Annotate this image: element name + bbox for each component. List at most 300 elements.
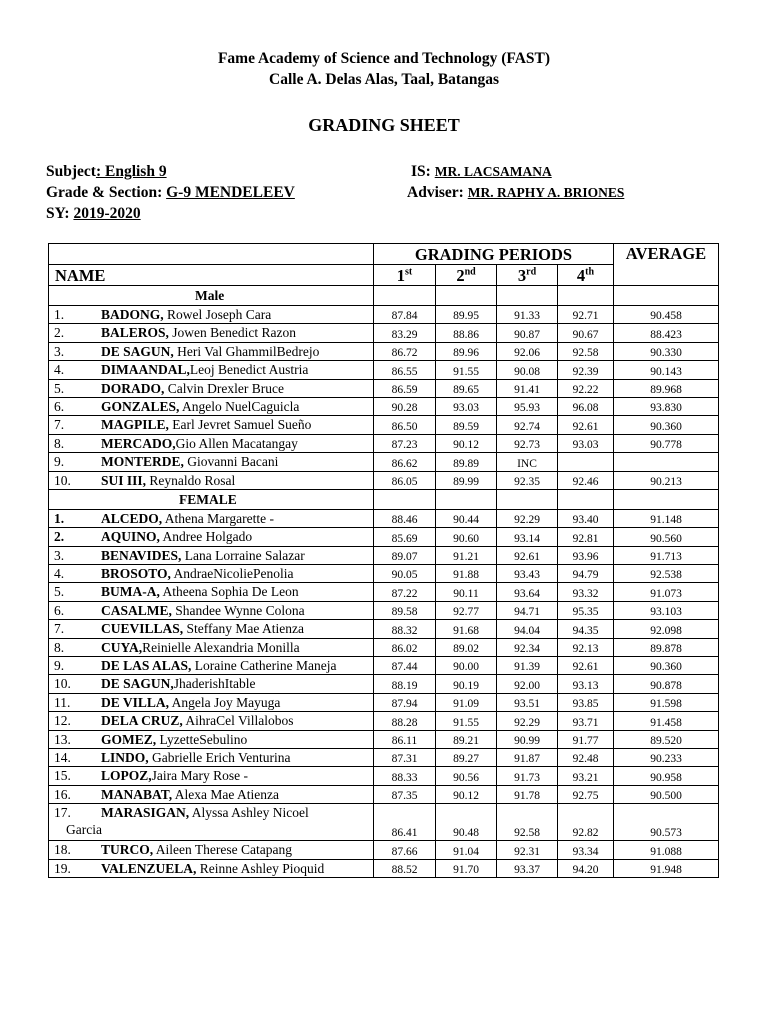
grade-q4-cell: 92.22 — [558, 379, 614, 397]
student-given-name: Gabrielle Erich Venturina — [148, 749, 291, 765]
average-grade-cell: 91.458 — [614, 712, 719, 730]
student-row — [49, 657, 719, 675]
student-name-continuation: Garcia — [66, 822, 102, 838]
grade-q1-cell: 83.29 — [374, 324, 436, 342]
student-name-cell — [49, 565, 374, 583]
male-section-label: Male — [49, 286, 374, 306]
grade-q1-cell: 89.07 — [374, 546, 436, 564]
is-label: IS: — [411, 163, 435, 180]
empty-cell — [436, 286, 497, 306]
grade-q1-cell: 86.50 — [374, 416, 436, 434]
average-grade-cell: 90.360 — [614, 416, 719, 434]
grade-q3-cell: 91.39 — [497, 657, 558, 675]
grade-q1-cell: 86.59 — [374, 379, 436, 397]
student-given-name: Alexa Mae Atienza — [172, 786, 279, 802]
grade-q2-cell: 90.60 — [436, 528, 497, 546]
grade-q2-cell: 90.00 — [436, 657, 497, 675]
grade-q1-cell: 87.44 — [374, 657, 436, 675]
sy-value: 2019-2020 — [73, 205, 141, 222]
student-name-cell — [49, 712, 374, 730]
average-grade-cell: 93.103 — [614, 601, 719, 619]
grade-q2-cell: 91.04 — [436, 841, 497, 859]
student-row — [49, 306, 719, 324]
student-name-cell — [49, 397, 374, 415]
grade-q4-cell: 92.39 — [558, 361, 614, 379]
student-given-name: Andree Holgado — [159, 529, 253, 545]
average-grade-cell: 90.958 — [614, 767, 719, 785]
adviser-value: MR. RAPHY A. BRIONES — [467, 185, 625, 200]
student-surname: CASALME, — [101, 602, 172, 618]
average-grade-cell: 89.520 — [614, 730, 719, 748]
student-given-name: Reinne Ashley Pioquid — [196, 860, 325, 876]
empty-cell — [374, 286, 436, 306]
student-row — [49, 693, 719, 711]
student-row — [49, 509, 719, 527]
student-surname: ALCEDO, — [101, 510, 163, 526]
row-number: 1. — [54, 307, 65, 322]
grade-q4-cell: 90.67 — [558, 324, 614, 342]
student-name-cell — [49, 657, 374, 675]
row-number: 6. — [54, 602, 65, 618]
grade-q4-cell: 96.08 — [558, 397, 614, 415]
average-grade-cell: 89.878 — [614, 638, 719, 656]
grade-q2-cell: 89.59 — [436, 416, 497, 434]
school-name: Fame Academy of Science and Technology (FAST) — [217, 50, 551, 67]
student-given-name: Calvin Drexler Bruce — [164, 380, 284, 396]
average-grade-cell: 90.143 — [614, 361, 719, 379]
adviser-label: Adviser: — [407, 184, 468, 201]
average-grade-cell: 90.878 — [614, 675, 719, 693]
row-number: 12. — [54, 713, 71, 729]
student-row — [49, 675, 719, 693]
student-given-name: Giovanni Bacani — [183, 454, 279, 470]
student-row — [49, 804, 719, 841]
grade-q1-cell: 86.62 — [374, 453, 436, 471]
student-given-name: AihraCel Villalobos — [182, 713, 294, 729]
student-name-cell — [49, 324, 374, 342]
female-section-row — [49, 489, 719, 509]
sy-label: SY: — [46, 205, 74, 222]
student-row — [49, 453, 719, 471]
empty-cell — [497, 286, 558, 306]
average-grade-cell: 91.948 — [614, 859, 719, 877]
row-number: 1. — [54, 510, 65, 526]
student-row — [49, 583, 719, 601]
grade-q2-cell: 89.95 — [436, 306, 497, 324]
grade-q1-cell: 86.05 — [374, 471, 436, 489]
empty-cell — [558, 286, 614, 306]
student-row — [49, 638, 719, 656]
average-grade-cell: 93.830 — [614, 397, 719, 415]
school-year-line — [46, 204, 141, 223]
grade-q4-cell: 94.20 — [558, 859, 614, 877]
student-name-cell — [49, 509, 374, 527]
average-grade-cell: 91.713 — [614, 546, 719, 564]
row-number: 3. — [54, 343, 65, 359]
row-number: 6. — [54, 398, 65, 414]
row-number: 3. — [54, 547, 65, 563]
row-number: 10. — [54, 472, 71, 488]
grade-q3-cell: 92.06 — [497, 342, 558, 360]
grade-q1-cell: 86.72 — [374, 342, 436, 360]
grade-q3-cell: 92.34 — [497, 638, 558, 656]
student-row — [49, 416, 719, 434]
grade-q4-cell: 92.71 — [558, 306, 614, 324]
student-given-name: Angela Joy Mayuga — [169, 694, 281, 710]
average-grade-cell: 90.778 — [614, 434, 719, 452]
instructor-line — [411, 162, 552, 181]
average-grade-cell: 90.330 — [614, 342, 719, 360]
student-surname: MARASIGAN, — [101, 805, 190, 821]
student-name-cell — [49, 601, 374, 619]
period-1-header: 1st — [374, 265, 436, 286]
average-grade-cell: 90.573 — [614, 804, 719, 841]
row-number: 4. — [54, 566, 65, 582]
student-name-cell — [49, 342, 374, 360]
grade-q3-cell: 92.29 — [497, 509, 558, 527]
period-2-header: 2nd — [436, 265, 497, 286]
student-surname: DIMAANDAL, — [101, 362, 190, 378]
student-name-cell — [49, 453, 374, 471]
student-given-name: JhaderishItable — [173, 676, 256, 692]
grade-q4-cell: 93.03 — [558, 434, 614, 452]
student-given-name: Alyssa Ashley Nicoel — [189, 805, 309, 821]
grade-q3-cell: 95.93 — [497, 397, 558, 415]
grade-q1-cell: 87.35 — [374, 785, 436, 803]
student-row — [49, 859, 719, 877]
average-grade-cell: 90.213 — [614, 471, 719, 489]
grade-q3-cell: 91.41 — [497, 379, 558, 397]
student-row — [49, 342, 719, 360]
student-surname: CUEVILLAS, — [101, 621, 184, 637]
grade-q4-cell: 92.46 — [558, 471, 614, 489]
grade-q1-cell: 87.94 — [374, 693, 436, 711]
row-number: 13. — [54, 731, 71, 747]
student-name-cell — [49, 583, 374, 601]
student-given-name: Athena Margarette - — [162, 510, 274, 526]
student-name-cell — [49, 306, 374, 324]
is-value: MR. LACSAMANA — [434, 164, 552, 179]
empty-cell — [614, 286, 719, 306]
average-grade-cell: 91.073 — [614, 583, 719, 601]
row-number: 9. — [54, 454, 65, 470]
grade-q1-cell: 88.33 — [374, 767, 436, 785]
student-surname: GONZALES, — [101, 398, 180, 414]
student-given-name: Lana Lorraine Salazar — [181, 547, 305, 563]
row-number: 5. — [54, 584, 65, 600]
average-grade-cell: 91.148 — [614, 509, 719, 527]
grade-q3-cell: 91.73 — [497, 767, 558, 785]
row-number: 7. — [54, 621, 65, 637]
grade-q1-cell: 87.22 — [374, 583, 436, 601]
grade-q3-cell: 90.87 — [497, 324, 558, 342]
grade-q3-cell: 90.08 — [497, 361, 558, 379]
grade-q4-cell: 92.61 — [558, 657, 614, 675]
student-row — [49, 528, 719, 546]
empty-cell — [374, 489, 436, 509]
grade-q4-cell: 92.75 — [558, 785, 614, 803]
grade-q2-cell: 89.21 — [436, 730, 497, 748]
empty-cell — [436, 489, 497, 509]
grade-value: G-9 MENDELEEV — [166, 184, 295, 201]
student-name-cell — [49, 804, 374, 841]
student-surname: CUYA, — [101, 639, 143, 655]
row-number: 4. — [54, 362, 65, 378]
subject-value: : English 9 — [95, 163, 167, 180]
student-surname: BALEROS, — [101, 325, 169, 341]
grade-q2-cell: 90.44 — [436, 509, 497, 527]
grade-q4-cell: 92.81 — [558, 528, 614, 546]
student-given-name: Rowel Joseph Cara — [163, 307, 272, 322]
empty-cell — [497, 489, 558, 509]
grades-table — [48, 243, 719, 878]
grade-q3-cell: 92.00 — [497, 675, 558, 693]
student-surname: SUI III, — [101, 472, 147, 488]
grade-q4-cell: 93.32 — [558, 583, 614, 601]
name-header: NAME — [49, 265, 374, 286]
grade-q2-cell: 93.03 — [436, 397, 497, 415]
sheet-title: GRADING SHEET — [308, 115, 460, 135]
grade-q4-cell: 95.35 — [558, 601, 614, 619]
grade-q2-cell: 90.56 — [436, 767, 497, 785]
student-row — [49, 601, 719, 619]
grade-q2-cell: 89.27 — [436, 748, 497, 766]
student-name-cell — [49, 620, 374, 638]
student-given-name: Reynaldo Rosal — [146, 472, 236, 488]
grade-q3-cell: 93.64 — [497, 583, 558, 601]
grade-q4-cell: 92.58 — [558, 342, 614, 360]
student-name-cell — [49, 859, 374, 877]
student-row — [49, 767, 719, 785]
student-given-name: Leoj Benedict Austria — [189, 362, 309, 378]
student-surname: AQUINO, — [101, 529, 160, 545]
student-given-name: Aileen Therese Catapang — [153, 842, 292, 858]
grade-q3-cell: 92.74 — [497, 416, 558, 434]
row-number: 14. — [54, 749, 71, 765]
grade-q2-cell: 88.86 — [436, 324, 497, 342]
empty-cell — [614, 489, 719, 509]
grade-q1-cell: 87.66 — [374, 841, 436, 859]
grade-q1-cell: 88.28 — [374, 712, 436, 730]
grade-q2-cell: 91.55 — [436, 712, 497, 730]
grade-q2-cell: 89.96 — [436, 342, 497, 360]
row-number: 19. — [54, 860, 71, 876]
average-grade-cell: 90.560 — [614, 528, 719, 546]
student-surname: GOMEZ, — [101, 731, 157, 747]
grade-q4-cell: 93.34 — [558, 841, 614, 859]
grade-q4-cell: 92.13 — [558, 638, 614, 656]
row-number: 18. — [54, 842, 71, 858]
grade-q3-cell: 92.35 — [497, 471, 558, 489]
row-number: 8. — [54, 435, 65, 451]
grade-q2-cell: 90.12 — [436, 785, 497, 803]
student-name-cell — [49, 416, 374, 434]
grade-q4-cell: 93.96 — [558, 546, 614, 564]
grade-q2-cell: 89.89 — [436, 453, 497, 471]
student-surname: BROSOTO, — [101, 566, 171, 582]
student-surname: DE LAS ALAS, — [101, 658, 192, 674]
male-section-row — [49, 286, 719, 306]
grade-q3-cell: 93.37 — [497, 859, 558, 877]
grade-q4-cell: 92.82 — [558, 804, 614, 841]
grade-q1-cell: 88.32 — [374, 620, 436, 638]
student-row — [49, 434, 719, 452]
average-header: AVERAGE — [614, 244, 719, 286]
grade-q4-cell: 92.61 — [558, 416, 614, 434]
student-given-name: Angelo NuelCaguicla — [179, 398, 300, 414]
average-grade-cell: 92.538 — [614, 565, 719, 583]
grade-label: Grade & Section: — [46, 184, 167, 201]
student-given-name: AndraeNicoliePenolia — [170, 566, 294, 582]
grade-q3-cell: 94.71 — [497, 601, 558, 619]
average-grade-cell: 92.098 — [614, 620, 719, 638]
average-grade-cell: 90.500 — [614, 785, 719, 803]
student-row — [49, 379, 719, 397]
grade-q3-cell: 91.87 — [497, 748, 558, 766]
student-name-cell — [49, 638, 374, 656]
student-row — [49, 565, 719, 583]
grade-q1-cell: 88.52 — [374, 859, 436, 877]
grade-q1-cell: 90.28 — [374, 397, 436, 415]
grade-q1-cell: 88.46 — [374, 509, 436, 527]
student-given-name: Earl Jevret Samuel Sueño — [168, 417, 312, 433]
student-name-cell — [49, 693, 374, 711]
student-row — [49, 361, 719, 379]
row-number: 16. — [54, 786, 71, 802]
student-row — [49, 620, 719, 638]
grade-q1-cell: 88.19 — [374, 675, 436, 693]
grade-q3-cell: 93.51 — [497, 693, 558, 711]
grade-q4-cell: 93.85 — [558, 693, 614, 711]
student-surname: VALENZUELA, — [101, 860, 197, 876]
grade-q4-cell: 93.13 — [558, 675, 614, 693]
average-grade-cell: 88.423 — [614, 324, 719, 342]
student-given-name: Shandee Wynne Colona — [171, 602, 305, 618]
grade-q2-cell: 90.12 — [436, 434, 497, 452]
grade-q3-cell: 91.33 — [497, 306, 558, 324]
grade-q4-cell: 94.79 — [558, 565, 614, 583]
row-number: 17. — [54, 805, 71, 821]
student-row — [49, 841, 719, 859]
row-number: 7. — [54, 417, 65, 433]
student-given-name: LyzetteSebulino — [156, 731, 248, 747]
student-name-cell — [49, 675, 374, 693]
student-name-cell — [49, 434, 374, 452]
student-surname: DE VILLA, — [101, 694, 170, 710]
grade-q4-cell: 94.35 — [558, 620, 614, 638]
student-given-name: Jowen Benedict Razon — [168, 325, 296, 341]
student-surname: DORADO, — [101, 380, 165, 396]
student-given-name: Heri Val GhammilBedrejo — [173, 343, 320, 359]
grade-q4-cell: 93.21 — [558, 767, 614, 785]
row-number: 11. — [54, 694, 71, 710]
student-name-cell — [49, 785, 374, 803]
grade-q3-cell: 93.14 — [497, 528, 558, 546]
student-given-name: Gio Allen Macatangay — [175, 435, 298, 451]
row-number: 15. — [54, 768, 71, 784]
empty-cell — [558, 489, 614, 509]
student-name-cell — [49, 528, 374, 546]
row-number: 5. — [54, 380, 65, 396]
grade-q2-cell: 92.77 — [436, 601, 497, 619]
average-grade-cell — [614, 453, 719, 471]
student-row — [49, 471, 719, 489]
student-given-name: Jaira Mary Rose - — [151, 768, 248, 784]
grade-q2-cell: 91.88 — [436, 565, 497, 583]
row-number: 8. — [54, 639, 65, 655]
student-surname: MAGPILE, — [101, 417, 169, 433]
grade-q3-cell: 93.43 — [497, 565, 558, 583]
grade-q3-cell: 92.31 — [497, 841, 558, 859]
grade-q3-cell: INC — [497, 453, 558, 471]
student-name-cell — [49, 379, 374, 397]
grade-q2-cell: 89.65 — [436, 379, 497, 397]
student-given-name: Loraine Catherine Maneja — [191, 658, 337, 674]
grade-q3-cell: 92.29 — [497, 712, 558, 730]
student-name-cell — [49, 546, 374, 564]
grade-q1-cell: 86.11 — [374, 730, 436, 748]
average-grade-cell: 91.598 — [614, 693, 719, 711]
grade-q3-cell: 90.99 — [497, 730, 558, 748]
grade-q2-cell: 90.19 — [436, 675, 497, 693]
grading-periods-header: GRADING PERIODS — [374, 244, 614, 265]
grade-q2-cell: 91.70 — [436, 859, 497, 877]
grade-q2-cell: 91.55 — [436, 361, 497, 379]
student-surname: MONTERDE, — [101, 454, 184, 470]
student-given-name: Steffany Mae Atienza — [183, 621, 304, 637]
row-number: 10. — [54, 676, 71, 692]
row-number: 9. — [54, 658, 65, 674]
adviser-line — [407, 183, 624, 202]
grade-q4-cell: 92.48 — [558, 748, 614, 766]
grade-q1-cell: 86.55 — [374, 361, 436, 379]
grade-q1-cell: 87.23 — [374, 434, 436, 452]
student-surname: BADONG, — [101, 307, 164, 322]
student-surname: BENAVIDES, — [101, 547, 182, 563]
student-surname: BUMA-A, — [101, 584, 160, 600]
row-number: 2. — [54, 529, 65, 545]
grade-q1-cell: 86.02 — [374, 638, 436, 656]
student-surname: DE SAGUN, — [101, 676, 174, 692]
period-3-header: 3rd — [497, 265, 558, 286]
grade-section-line — [46, 183, 295, 202]
student-row — [49, 785, 719, 803]
student-row — [49, 324, 719, 342]
grade-q3-cell: 92.61 — [497, 546, 558, 564]
student-name-cell — [49, 841, 374, 859]
female-section-label: FEMALE — [49, 489, 374, 509]
student-name-cell — [49, 748, 374, 766]
student-surname: MANABAT, — [101, 786, 173, 802]
grade-q1-cell: 85.69 — [374, 528, 436, 546]
grade-q2-cell: 91.68 — [436, 620, 497, 638]
grade-q2-cell: 90.11 — [436, 583, 497, 601]
grade-q4-cell: 93.40 — [558, 509, 614, 527]
student-row — [49, 748, 719, 766]
grade-q1-cell: 86.41 — [374, 804, 436, 841]
student-surname: LOPOZ, — [101, 768, 152, 784]
header-blank-cell — [49, 244, 374, 265]
student-surname: TURCO, — [101, 842, 154, 858]
header-row-1 — [49, 244, 719, 265]
grade-q2-cell: 89.99 — [436, 471, 497, 489]
student-surname: LINDO, — [101, 749, 149, 765]
grade-q2-cell: 91.09 — [436, 693, 497, 711]
student-surname: DE SAGUN, — [101, 343, 174, 359]
subject-label: Subject — [46, 163, 96, 180]
average-grade-cell: 91.088 — [614, 841, 719, 859]
grade-q1-cell: 89.58 — [374, 601, 436, 619]
